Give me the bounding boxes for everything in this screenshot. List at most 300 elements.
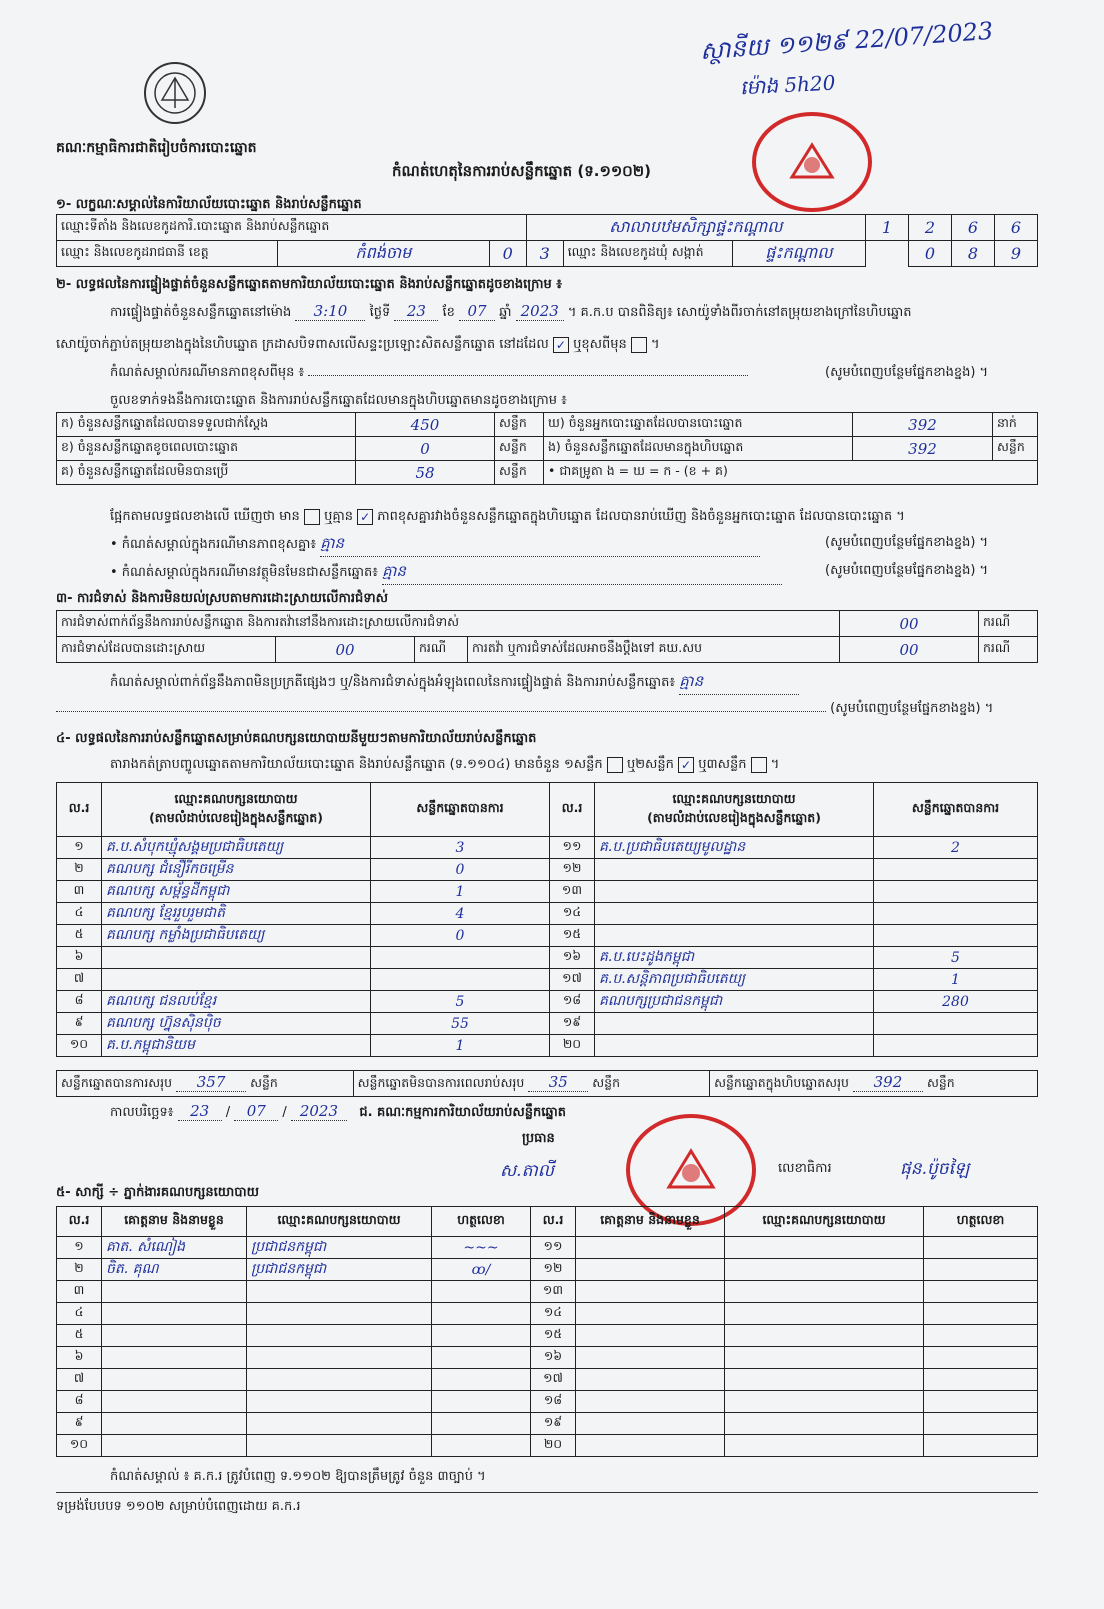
witness-name: ចិត. គុណ <box>102 1259 247 1281</box>
party-name: គ.ប.បេះដូងកម្ពុជា <box>595 947 874 969</box>
witness-party <box>725 1303 924 1325</box>
objection-value: 00 <box>840 611 979 637</box>
province-label: ឈ្មោះ និងលេខកូដរាជធានី ខេត្ត <box>57 241 278 267</box>
witness-signature: ~~~ <box>432 1237 531 1259</box>
party-row <box>57 837 1038 859</box>
witness-name <box>102 1281 247 1303</box>
party-name: គណបក្ស ហ្វ៊ុនស៊ិនប៉ិច <box>102 1013 371 1035</box>
total-valid-unit: សន្លឹក <box>250 1075 278 1090</box>
witness-row <box>57 1413 1038 1435</box>
diff-remark-fill: (សូមបំពេញបន្ថែមផ្នែកខាងខ្នង) ។ <box>825 535 989 550</box>
witness-no: ៣ <box>57 1281 102 1303</box>
witness-party <box>247 1325 432 1347</box>
party-votes <box>874 903 1038 925</box>
verify-text: ។ គ.ក.ប បានពិនិត្យ៖ សោយ៉ូទាំងពីរចាក់នៅតម្រុយខាងក្រៅនៃហិបឆ្នោត <box>567 305 912 320</box>
party-votes <box>874 859 1038 881</box>
formula: • ជាគម្រូតា ង = ឃ = ក - (ខ + គ) <box>544 461 1038 485</box>
total-valid-label: សន្លឹកឆ្នោតបានការសរុប <box>61 1075 173 1090</box>
party-no: ១២ <box>550 859 595 881</box>
witness-no: ៥ <box>57 1325 102 1347</box>
verify-time-label: ការផ្ទៀងផ្ទាត់ចំនួនសន្លឹកឆ្នោតនៅម៉ោង <box>110 305 292 320</box>
party-votes <box>874 925 1038 947</box>
kh-label: ខ) ចំនួនសន្លឹកឆ្នោតខូចពេលបោះឆ្នោត <box>57 437 356 461</box>
section1-title: ១- លក្ខណៈសម្គាល់នៃការិយាល័យបោះឆ្នោត និងរាប់សន្លឹកឆ្នោត <box>56 197 362 212</box>
witness-name <box>576 1303 725 1325</box>
w-col-party-right: ឈ្មោះគណបក្សនយោបាយ <box>725 1207 924 1237</box>
count-intro: ចួលខទាក់ទងនឹងការបោះឆ្នោត និងការរាប់សន្លឹកឆ្នោតដែលមានក្នុងហិបឆ្នោតមានដូចខាងក្រោម ៖ <box>110 393 567 408</box>
witness-name <box>102 1325 247 1347</box>
witness-name <box>102 1391 247 1413</box>
witness-signature <box>924 1259 1038 1281</box>
seal-line: សោយ៉ូចាក់ភ្ជាប់តម្រុយខាងក្នុងនៃហិបឆ្នោត ក្រដាសបិទពាសលើសន្ទះប្រឡោះសិតសន្លឹកឆ្នោត នៅដដែល ✓ ឬខុសពីមុន ។ <box>56 337 660 352</box>
col-no-right: ល.រ <box>550 783 595 837</box>
footer-divider <box>56 1492 1038 1493</box>
commune-value: ផ្ទះកណ្តាល <box>732 241 865 267</box>
witness-party <box>725 1435 924 1457</box>
witness-party <box>725 1391 924 1413</box>
witness-no: ១២ <box>531 1259 576 1281</box>
appeal-value: 00 <box>840 637 979 663</box>
kh-value: 0 <box>356 437 495 461</box>
party-votes: 0 <box>371 859 550 881</box>
irregularity-fill <box>56 700 993 719</box>
k-unit: សន្លឹក <box>495 413 544 437</box>
verify-time: 3:10 <box>295 302 365 321</box>
witness-signature <box>432 1325 531 1347</box>
commune-digit-3: 9 <box>995 241 1038 267</box>
witness-party <box>247 1435 432 1457</box>
kh-unit: សន្លឹក <box>495 437 544 461</box>
section1-table <box>56 214 1038 267</box>
two-sheet-checkbox[interactable]: ✓ <box>678 757 694 773</box>
col-votes-left: សន្លឹកឆ្នោតបានការ <box>371 783 550 837</box>
party-name: គ.ប.សន្តិភាពប្រជាធិបតេយ្យ <box>595 969 874 991</box>
handwritten-time-note: ម៉ោង 5h20 <box>739 70 836 100</box>
witness-party: ប្រជាជនកម្ពុជា <box>247 1259 432 1281</box>
province-digit-1: 0 <box>489 241 526 267</box>
witness-name <box>576 1259 725 1281</box>
witness-no: ៩ <box>57 1413 102 1435</box>
party-results-table <box>56 782 1038 1057</box>
witness-party <box>725 1237 924 1259</box>
diff-check-text: ភាពខុសគ្នារវាងចំនួនសន្លឹកឆ្នោតក្នុងហិបឆ្នោត ដែលបានរាប់ឃើញ និងចំនួនអ្នកបោះឆ្នោត ដែលបានបោះឆ្នោត ។ <box>377 509 905 524</box>
count-table <box>56 412 1038 485</box>
party-no: ១៩ <box>550 1013 595 1035</box>
witness-name <box>102 1369 247 1391</box>
party-votes: 1 <box>371 1035 550 1057</box>
witness-signature <box>432 1347 531 1369</box>
party-no: ២០ <box>550 1035 595 1057</box>
verify-line <box>110 302 911 323</box>
total-invalid-label: សន្លឹកឆ្នោតមិនបានការពេលរាប់សរុប <box>357 1075 525 1090</box>
date-day: 23 <box>178 1102 222 1121</box>
witness-signature <box>432 1303 531 1325</box>
resolved-unit: ករណី <box>415 637 468 663</box>
party-row <box>57 1013 1038 1035</box>
witness-table <box>56 1206 1038 1457</box>
party-name <box>595 903 874 925</box>
party-votes: 5 <box>371 991 550 1013</box>
ng-value: 392 <box>853 437 993 461</box>
seal-text: សោយ៉ូចាក់ភ្ជាប់តម្រុយខាងក្នុងនៃហិបឆ្នោត ក្រដាសបិទពាសលើសន្ទះប្រឡោះសិតសន្លឹកឆ្នោត នៅដដែល <box>56 337 549 352</box>
party-votes <box>874 1035 1038 1057</box>
extra-remark-fill: (សូមបំពេញបន្ថែមផ្នែកខាងខ្នង) ។ <box>825 563 989 578</box>
form-title: កំណត់ហេតុនៃការរាប់សន្លឹកឆ្នោត (ទ.១១០២) <box>392 162 652 180</box>
witness-row <box>57 1237 1038 1259</box>
witness-no: ១៤ <box>531 1303 576 1325</box>
extra-remark-label: • កំណត់សម្គាល់ក្នុងករណីមានវត្ថុមិនមែនជាសន្លឹកឆ្នោត៖ <box>110 565 378 580</box>
party-votes <box>874 1013 1038 1035</box>
form-footer: ទម្រង់បែបបទ ១១០២ សម្រាប់បំពេញដោយ គ.ក.រ <box>56 1499 301 1514</box>
k-value: 450 <box>356 413 495 437</box>
w-col-no-left: ល.រ <box>57 1207 102 1237</box>
commune-digit-1: 0 <box>909 241 952 267</box>
witness-party <box>247 1369 432 1391</box>
col-party-left <box>102 783 371 837</box>
witness-no: ១៨ <box>531 1391 576 1413</box>
witness-row <box>57 1435 1038 1457</box>
witness-signature <box>924 1303 1038 1325</box>
witness-party <box>247 1347 432 1369</box>
one-sheet-checkbox[interactable] <box>607 757 623 773</box>
irregularity-dots <box>56 711 826 712</box>
location-digit-4: 6 <box>995 215 1038 241</box>
witness-party <box>725 1281 924 1303</box>
verify-day: 23 <box>394 302 438 321</box>
committee-name: គណៈកម្មាធិការជាតិរៀបចំការបោះឆ្នោត <box>56 140 257 156</box>
party-name <box>595 1035 874 1057</box>
witness-signature <box>924 1281 1038 1303</box>
diff-note-label: កំណត់សម្គាល់ករណីមានភាពខុសពីមុន ៖ <box>110 365 305 380</box>
party-no: ៤ <box>57 903 102 925</box>
witness-signature <box>432 1413 531 1435</box>
objection-table <box>56 610 1038 663</box>
witness-name: គាត. សំណៀង <box>102 1237 247 1259</box>
col-votes-right: សន្លឹកឆ្នោតបានការ <box>874 783 1038 837</box>
party-votes: 280 <box>874 991 1038 1013</box>
two-sheet-label: ឬ២សន្លឹក <box>626 757 674 772</box>
witness-no: ១៣ <box>531 1281 576 1303</box>
witness-name <box>102 1303 247 1325</box>
witness-name <box>576 1347 725 1369</box>
party-no: ៥ <box>57 925 102 947</box>
y-label: ឃ) ចំនួនអ្នកបោះឆ្នោតដែលបានបោះឆ្នោត <box>544 413 853 437</box>
total-valid-cell <box>57 1071 354 1097</box>
witness-party <box>725 1413 924 1435</box>
col-party-left-title: ឈ្មោះគណបក្សនយោបាយ <box>174 790 298 806</box>
irregularity-line <box>110 672 799 695</box>
w-col-name-right: គោត្តនាម និងនាមខ្លួន <box>576 1207 725 1237</box>
party-row <box>57 1035 1038 1057</box>
party-row <box>57 947 1038 969</box>
verify-year-label: ឆ្នាំ <box>499 305 512 320</box>
witness-row <box>57 1369 1038 1391</box>
witness-no: ១០ <box>57 1435 102 1457</box>
party-name <box>102 947 371 969</box>
witness-signature <box>432 1435 531 1457</box>
witness-signature <box>924 1391 1038 1413</box>
witness-signature <box>924 1325 1038 1347</box>
party-no: ៧ <box>57 969 102 991</box>
party-name <box>595 881 874 903</box>
witness-no: ១១ <box>531 1237 576 1259</box>
witness-row <box>57 1391 1038 1413</box>
location-digit-3: 6 <box>952 215 995 241</box>
location-digit-1: 1 <box>866 215 909 241</box>
extra-remark-value: គ្មាន <box>382 562 782 585</box>
party-no: ៣ <box>57 881 102 903</box>
party-name: គ.ប.ប្រជាធិបតេយ្យមូលដ្ឋាន <box>595 837 874 859</box>
date-year: 2023 <box>291 1102 347 1121</box>
witness-name <box>102 1347 247 1369</box>
witness-row <box>57 1281 1038 1303</box>
section3-title: ៣- ការជំទាស់ និងការមិនយល់ស្របតាមការដោះស្រាយលើការជំទាស់ <box>56 591 388 606</box>
party-votes: 4 <box>371 903 550 925</box>
handwritten-station-note: ស្ថានីយ ១១២៩ 22/07/2023 <box>699 16 995 66</box>
party-row <box>57 969 1038 991</box>
three-sheet-checkbox[interactable] <box>751 757 767 773</box>
party-name: គណបក្ស ជនលប់ខ្មែរ <box>102 991 371 1013</box>
party-votes: 1 <box>371 881 550 903</box>
witness-party <box>725 1369 924 1391</box>
witness-signature <box>432 1391 531 1413</box>
diff-note-line <box>110 364 748 383</box>
witness-no: ៨ <box>57 1391 102 1413</box>
party-row <box>57 881 1038 903</box>
diff-check-line <box>110 508 905 527</box>
irregularity-label: កំណត់សម្គាល់ពាក់ព័ន្ធនឹងភាពមិនប្រក្រតីផ្សេងៗ ឬ/និងការជំទាស់ក្នុងអំឡុងពេលនៃការផ្ទៀងផ្ទាត់ និងការរាប់សន្លឹកឆ្នោត៖ <box>110 675 676 690</box>
resolved-label: ការជំទាស់ដែលបានដោះស្រាយ <box>57 637 276 663</box>
party-no: ៩ <box>57 1013 102 1035</box>
secretary-signature: ផុន.ប៉ូចឡៃ <box>900 1159 970 1179</box>
witness-no: ៧ <box>57 1369 102 1391</box>
province-value: កំពង់ចាម <box>278 241 490 267</box>
party-no: ១៧ <box>550 969 595 991</box>
witness-name <box>102 1413 247 1435</box>
ng-unit: សន្លឹក <box>993 437 1038 461</box>
sheet-count-line: តារាងកត់ត្រាបញ្ចូលឆ្នោតតាមការិយាល័យបោះឆ្នោត និងរាប់សន្លឹកឆ្នោត (ទ.១១០៤) មានចំនួន ១សន្លឹក ឬ២សន្លឹក ✓ ឬ៣សន្លឹក ។ <box>110 757 780 772</box>
witness-signature <box>432 1369 531 1391</box>
verify-month: 07 <box>459 302 495 321</box>
party-name: គណបក្ស កម្លាំងប្រជាធិបតេយ្យ <box>102 925 371 947</box>
total-box-label: សន្លឹកឆ្នោតក្នុងហិបឆ្នោតសរុប <box>714 1075 849 1090</box>
witness-name <box>102 1435 247 1457</box>
party-row <box>57 903 1038 925</box>
commune-digit-2: 8 <box>952 241 995 267</box>
total-invalid-cell <box>353 1071 709 1097</box>
party-no: ១០ <box>57 1035 102 1057</box>
date-month: 07 <box>234 1102 278 1121</box>
emblem-icon <box>142 60 208 126</box>
party-name <box>595 859 874 881</box>
party-no: ១ <box>57 837 102 859</box>
location-digit-2: 2 <box>909 215 952 241</box>
party-votes: 5 <box>874 947 1038 969</box>
witness-name <box>576 1369 725 1391</box>
witness-row <box>57 1303 1038 1325</box>
party-name: គណបក្ស ខ្មែររួបរួមជាតិ <box>102 903 371 925</box>
col-party-left-sub: (តាមលំដាប់លេខរៀងក្នុងសន្លឹកឆ្នោត) <box>149 809 323 825</box>
total-invalid-unit: សន្លឹក <box>592 1075 621 1090</box>
party-row <box>57 925 1038 947</box>
witness-signature <box>924 1413 1038 1435</box>
irregularity-fill-note: (សូមបំពេញបន្ថែមផ្នែកខាងខ្នង) ។ <box>830 701 994 716</box>
diff-remark-value: គ្មាន <box>320 534 760 557</box>
witness-party <box>247 1281 432 1303</box>
witness-row <box>57 1259 1038 1281</box>
footnote: កំណត់សម្គាល់ ៖ គ.ក.រ ត្រូវបំពេញ ទ.១១០២ ឱ្យបានត្រឹមត្រូវ ចំនួន ៣ច្បាប់ ។ <box>110 1469 486 1484</box>
party-no: ១៤ <box>550 903 595 925</box>
witness-no: ១ <box>57 1237 102 1259</box>
party-votes: 1 <box>874 969 1038 991</box>
col-party-right-title: ឈ្មោះគណបក្សនយោបាយ <box>672 790 796 806</box>
irregularity-value: គ្មាន <box>679 672 799 695</box>
province-digit-2: 3 <box>526 241 563 267</box>
party-no: ២ <box>57 859 102 881</box>
verify-month-label: ខែ <box>442 305 455 320</box>
diff-no-checkbox[interactable]: ✓ <box>357 509 373 525</box>
witness-signature <box>924 1369 1038 1391</box>
objection-label: ការជំទាស់ពាក់ព័ន្ធនឹងការរាប់សន្លឹកឆ្នោត និងការតវ៉ានៅនឹងការដោះស្រាយលើការជំទាស់ <box>57 611 840 637</box>
w-col-sign-right: ហត្ថលេខា <box>924 1207 1038 1237</box>
party-name: គ.ប.កម្ពុជានិយម <box>102 1035 371 1057</box>
y-unit: នាក់ <box>993 413 1038 437</box>
diff-no-label: ឬគ្មាន <box>324 509 353 524</box>
party-name: គណបក្សប្រជាជនកម្ពុជា <box>595 991 874 1013</box>
g-value: 58 <box>356 461 495 485</box>
witness-no: ១៥ <box>531 1325 576 1347</box>
verify-year: 2023 <box>516 302 564 321</box>
total-box-value: 392 <box>853 1073 923 1092</box>
section5-title: ៥- សាក្សី ÷ ភ្នាក់ងារគណបក្សនយោបាយ <box>56 1185 259 1200</box>
diff-remark-line <box>110 534 760 557</box>
witness-row <box>57 1325 1038 1347</box>
party-no: ១៥ <box>550 925 595 947</box>
location-value: សាលាបឋមសិក្សាផ្ទះកណ្តាល <box>526 215 865 241</box>
diff-note-fill: (សូមបំពេញបន្ថែមផ្នែកខាងខ្នង) ។ <box>825 365 989 380</box>
party-name <box>595 1013 874 1035</box>
party-name <box>595 925 874 947</box>
witness-no: ២ <box>57 1259 102 1281</box>
k-label: ក) ចំនួនសន្លឹកឆ្នោតដែលបានទទួលជាក់ស្តែង <box>57 413 356 437</box>
witness-no: ១៩ <box>531 1413 576 1435</box>
party-row <box>57 859 1038 881</box>
witness-signature <box>924 1347 1038 1369</box>
witness-no: ១៧ <box>531 1369 576 1391</box>
witness-signature <box>924 1237 1038 1259</box>
witness-no: ២០ <box>531 1435 576 1457</box>
total-box-cell <box>710 1071 1038 1097</box>
appeal-unit: ករណី <box>979 637 1038 663</box>
party-no: ៦ <box>57 947 102 969</box>
party-no: ១៦ <box>550 947 595 969</box>
diff-note-dots <box>308 375 748 376</box>
party-name: គណបក្ស ជំនឿរីកចម្រើន <box>102 859 371 881</box>
total-box-unit: សន្លឹក <box>926 1075 955 1090</box>
witness-name <box>576 1237 725 1259</box>
totals-table <box>56 1070 1038 1097</box>
official-stamp-top <box>752 112 872 212</box>
party-name: គ.ប.សំបុកឃ្មុំសង្គមប្រជាធិបតេយ្យ <box>102 837 371 859</box>
witness-no: ៦ <box>57 1347 102 1369</box>
ng-label: ង) ចំនួនសន្លឹកឆ្នោតដែលមានក្នុងហិបឆ្នោត <box>544 437 853 461</box>
diff-yes-checkbox[interactable] <box>304 509 320 525</box>
secretary-label: លេខាធិការ <box>778 1161 832 1176</box>
y-value: 392 <box>853 413 993 437</box>
section4-title: ៤- លទ្ធផលនៃការរាប់សន្លឹកឆ្នោតសម្រាប់គណបក្សនយោបាយនីមួយៗតាមការិយាល័យរាប់សន្លឹកឆ្នោត <box>56 731 537 746</box>
party-no: ៨ <box>57 991 102 1013</box>
w-col-name-left: គោត្តនាម និងនាមខ្លួន <box>102 1207 247 1237</box>
witness-party <box>725 1325 924 1347</box>
counting-committee-label: ជ. គណៈកម្មការការិយាល័យរាប់សន្លឹកឆ្នោត <box>359 1105 567 1120</box>
section2-title: ២- លទ្ធផលនៃការផ្ទៀងផ្ទាត់ចំនួនសន្លឹកឆ្នោតតាមការិយាល័យបោះឆ្នោត និងរាប់សន្លឹកឆ្នោតដូចខាងក្រោម ៖ <box>56 277 562 292</box>
objection-unit: ករណី <box>979 611 1038 637</box>
g-unit: សន្លឹក <box>495 461 544 485</box>
party-no: ១៣ <box>550 881 595 903</box>
w-col-party-left: ឈ្មោះគណបក្សនយោបាយ <box>247 1207 432 1237</box>
witness-name <box>576 1391 725 1413</box>
witness-party <box>247 1303 432 1325</box>
witness-name <box>576 1435 725 1457</box>
g-label: គ) ចំនួនសន្លឹកឆ្នោតដែលមិនបានប្រើ <box>57 461 356 485</box>
three-sheet-label: ឬ៣សន្លឹក <box>698 757 747 772</box>
changed-checkbox[interactable] <box>631 337 647 353</box>
chair-label: ប្រធាន <box>522 1131 555 1146</box>
unchanged-checkbox[interactable]: ✓ <box>553 337 569 353</box>
diff-check-label: ផ្អែកតាមលទ្ធផលខាងលើ ឃើញថា មាន <box>110 509 300 524</box>
sheet-count-label: តារាងកត់ត្រាបញ្ចូលឆ្នោតតាមការិយាល័យបោះឆ្នោត និងរាប់សន្លឹកឆ្នោត (ទ.១១០៤) មានចំនួន ១សន្លឹក <box>110 757 603 772</box>
resolved-value: 00 <box>276 637 415 663</box>
party-votes <box>371 947 550 969</box>
party-votes: 0 <box>371 925 550 947</box>
extra-remark-line <box>110 562 782 585</box>
date-line: កាលបរិច្ឆេទ៖ 23 / 07 / 2023 ជ. គណៈកម្មការការិយាល័យរាប់សន្លឹកឆ្នោត <box>110 1102 567 1120</box>
location-label: ឈ្មោះទីតាំង និងលេខកូដការិ.បោះឆ្នោត និងរាប់សន្លឹកឆ្នោត <box>57 215 527 241</box>
witness-signature <box>432 1281 531 1303</box>
witness-party: ប្រជាជនកម្ពុជា <box>247 1237 432 1259</box>
witness-row <box>57 1347 1038 1369</box>
party-votes: 3 <box>371 837 550 859</box>
changed-label: ឬខុសពីមុន <box>573 337 627 352</box>
party-row <box>57 991 1038 1013</box>
appeal-label: ការតវ៉ា ឬការជំទាស់ដែលអាចនឹងប្តឹងទៅ គឃ.សប <box>468 637 840 663</box>
witness-party <box>725 1259 924 1281</box>
w-col-sign-left: ហត្ថលេខា <box>432 1207 531 1237</box>
party-votes: 55 <box>371 1013 550 1035</box>
total-invalid-value: 35 <box>528 1073 588 1092</box>
party-votes <box>371 969 550 991</box>
witness-no: ១៦ <box>531 1347 576 1369</box>
w-col-no-right: ល.រ <box>531 1207 576 1237</box>
party-no: ១៨ <box>550 991 595 1013</box>
col-party-right <box>595 783 874 837</box>
witness-party <box>725 1347 924 1369</box>
witness-name <box>576 1413 725 1435</box>
chair-signature: ស.តាលី <box>500 1161 554 1181</box>
party-no: ១១ <box>550 837 595 859</box>
witness-name <box>576 1325 725 1347</box>
commune-label: ឈ្មោះ និងលេខកូដឃុំ សង្កាត់ <box>563 241 732 267</box>
col-party-right-sub: (តាមលំដាប់លេខរៀងក្នុងសន្លឹកឆ្នោត) <box>647 809 821 825</box>
witness-party <box>247 1391 432 1413</box>
witness-signature: ꝏ∕ <box>432 1259 531 1281</box>
verify-day-label: ថ្ងៃទី <box>369 305 391 320</box>
col-no-left: ល.រ <box>57 783 102 837</box>
party-name: គណបក្ស សម្ព័ន្ធដីកម្ពុជា <box>102 881 371 903</box>
diff-remark-label: • កំណត់សម្គាល់ក្នុងករណីមានភាពខុសគ្នា៖ <box>110 537 317 552</box>
witness-no: ៤ <box>57 1303 102 1325</box>
date-label: កាលបរិច្ឆេទ៖ <box>110 1105 174 1120</box>
